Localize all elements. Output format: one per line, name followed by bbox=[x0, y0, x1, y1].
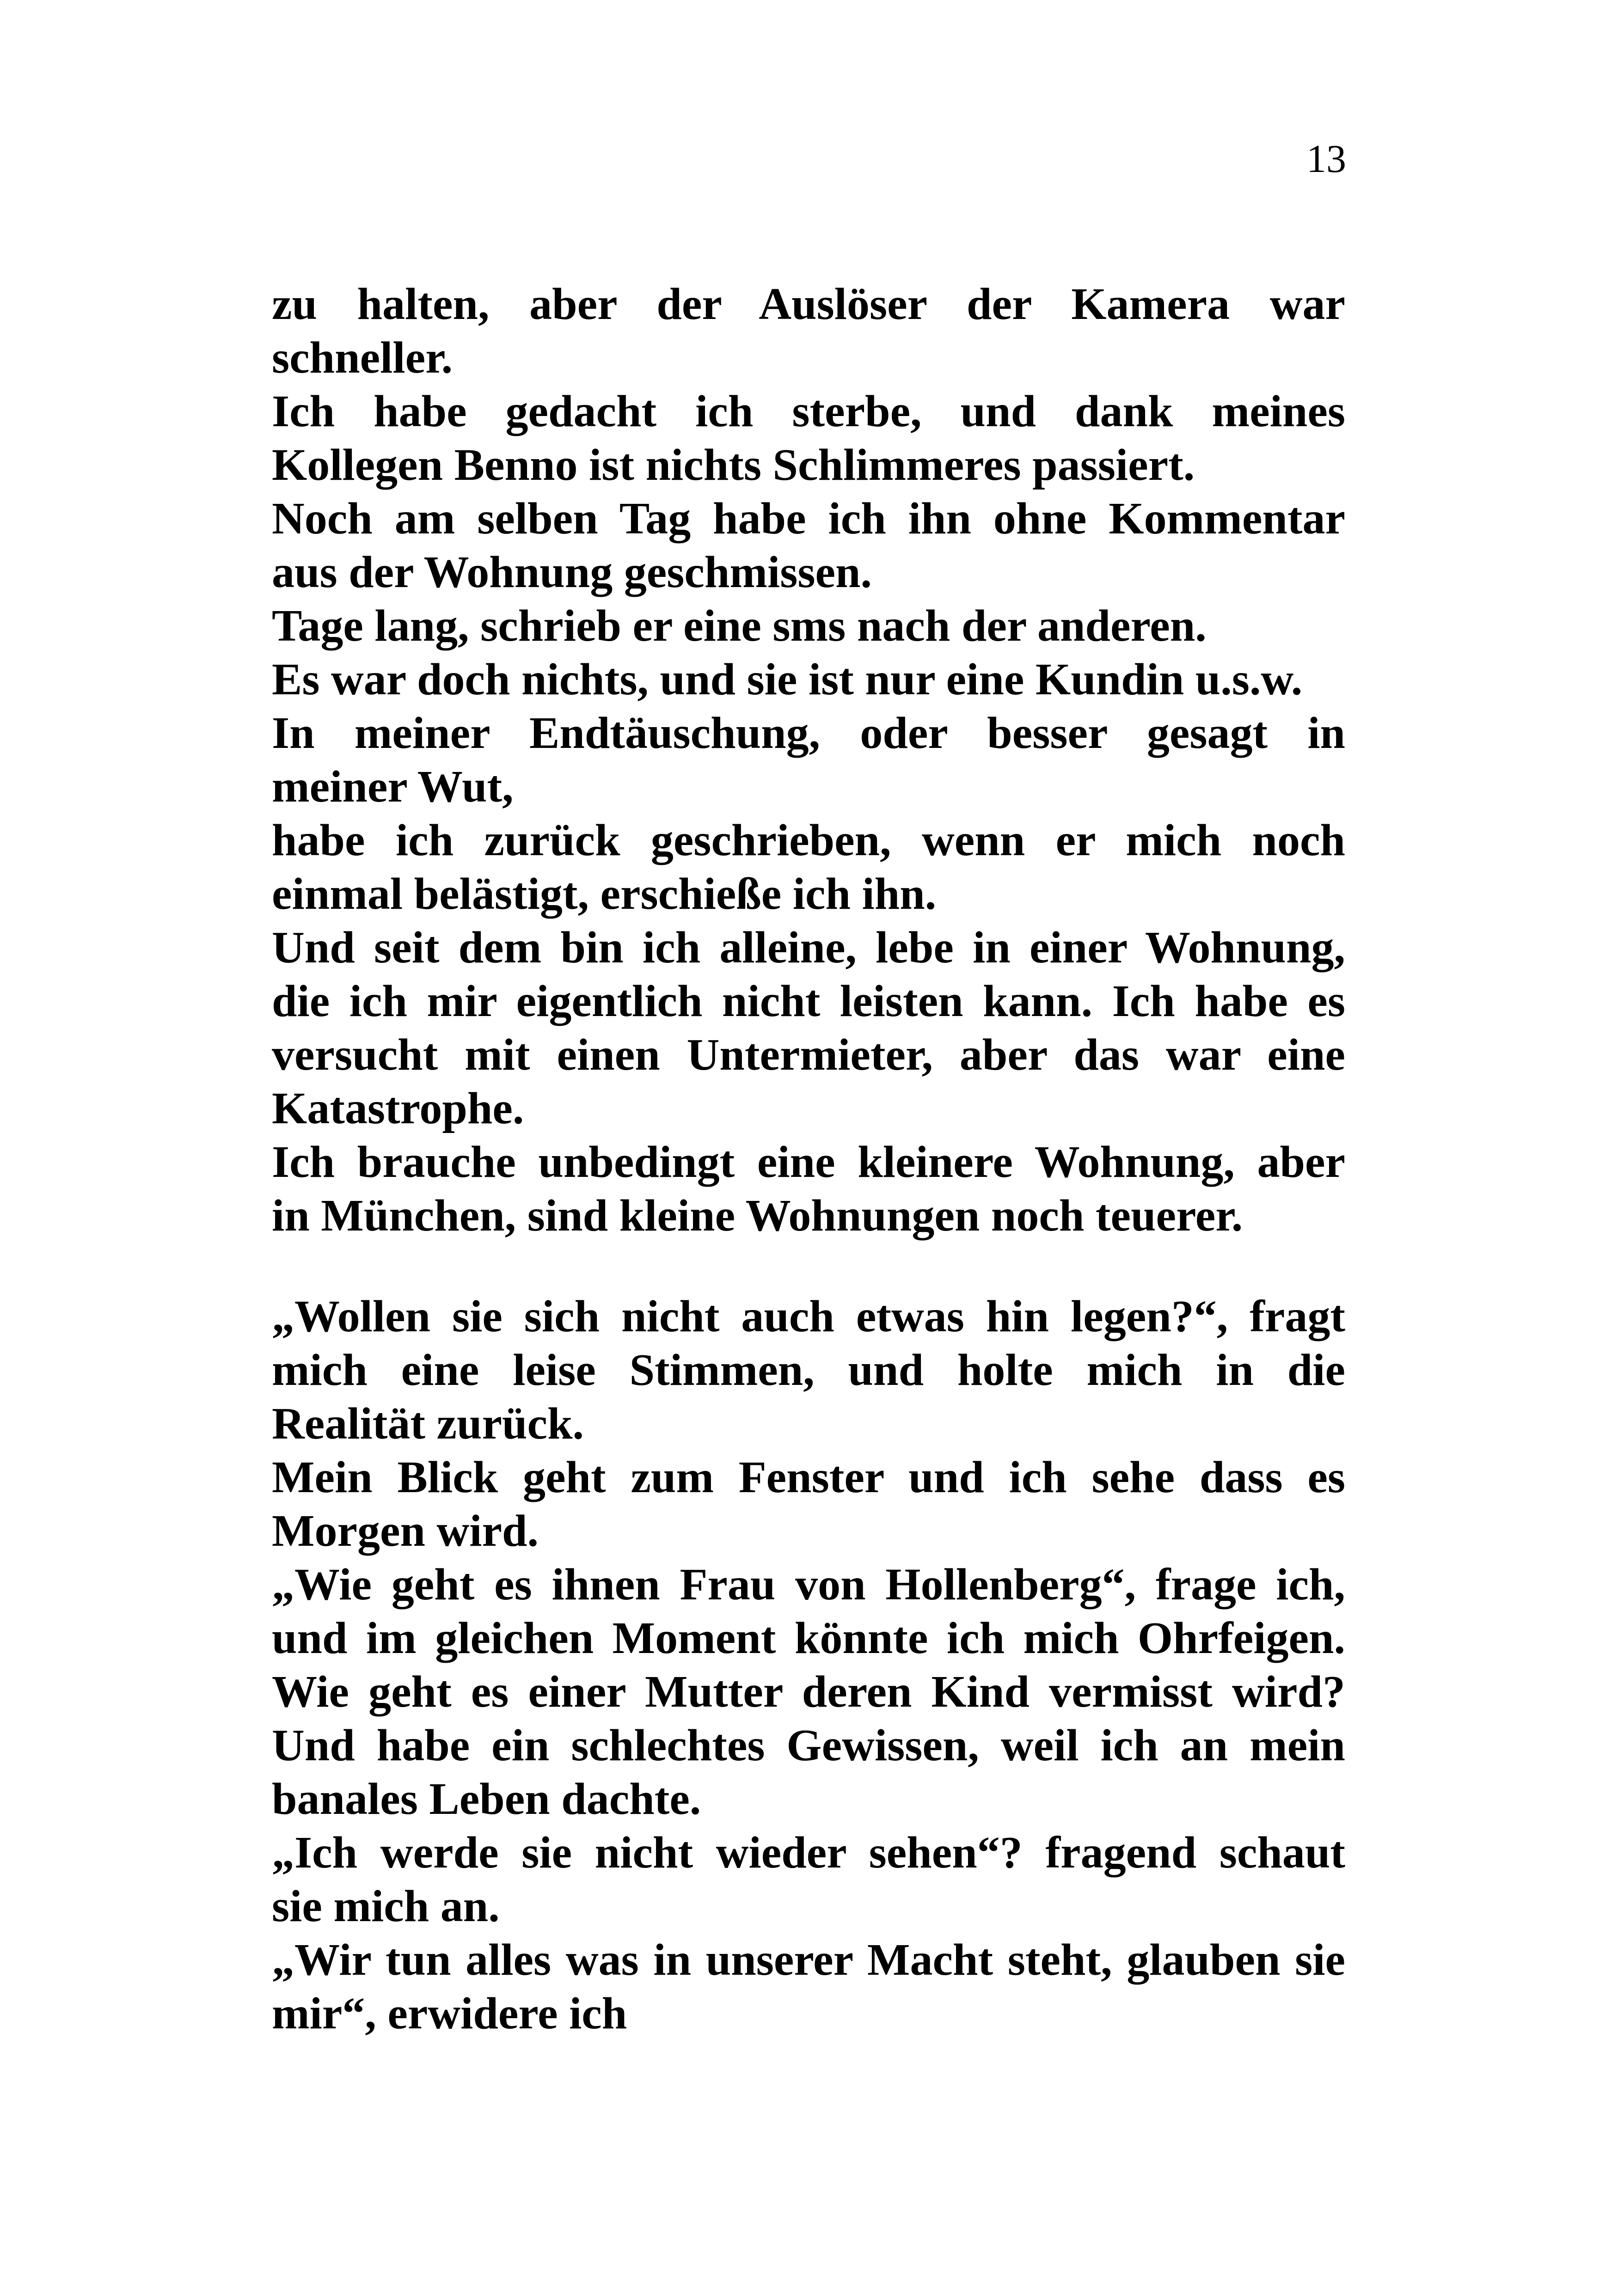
text-line: Katastrophe. bbox=[272, 1084, 524, 1133]
text-line: „Ich werde sie nicht wieder sehen“? fragend schaut bbox=[272, 1828, 1345, 1878]
text-line: Tage lang, schrieb er eine sms nach der anderen. bbox=[272, 601, 1207, 651]
text-line: Noch am selben Tag habe ich ihn ohne Kommentar bbox=[272, 494, 1345, 544]
text-line: in München, sind kleine Wohnungen noch teuerer. bbox=[272, 1191, 1243, 1241]
text-line: banales Leben dachte. bbox=[272, 1774, 701, 1824]
text-line: Realität zurück. bbox=[272, 1399, 584, 1449]
text-line: In meiner Endtäuschung, oder besser gesagt in bbox=[272, 708, 1345, 758]
text-line: Es war doch nichts, und sie ist nur eine Kundin u.s.w. bbox=[272, 655, 1303, 704]
text-line: und im gleichen Moment könnte ich mich Ohrfeigen. bbox=[272, 1613, 1345, 1663]
text-line: die ich mir eigentlich nicht leisten kann. Ich habe es bbox=[272, 976, 1345, 1026]
text-line: „Wie geht es ihnen Frau von Hollenberg“, frage ich, bbox=[272, 1560, 1345, 1610]
text-line: habe ich zurück geschrieben, wenn er mich noch bbox=[272, 815, 1345, 865]
text-line: „Wollen sie sich nicht auch etwas hin legen?“, fragt bbox=[272, 1292, 1345, 1341]
page-number: 13 bbox=[1306, 136, 1346, 181]
text-block-1 bbox=[272, 277, 1345, 1243]
text-line: Morgen wird. bbox=[272, 1506, 539, 1556]
text-line: mir“, erwidere ich bbox=[272, 1989, 627, 2039]
text-line: „Wir tun alles was in unserer Macht steht, glauben sie bbox=[272, 1935, 1345, 1985]
text-block-2 bbox=[272, 1290, 1345, 2040]
text-line: aus der Wohnung geschmissen. bbox=[272, 547, 872, 597]
text-line: zu halten, aber der Auslöser der Kamera war bbox=[272, 279, 1345, 329]
text-line: Mein Blick geht zum Fenster und ich sehe dass es bbox=[272, 1452, 1345, 1502]
text-line: Und habe ein schlechtes Gewissen, weil ich an mein bbox=[272, 1720, 1345, 1770]
text-line: schneller. bbox=[272, 333, 453, 383]
text-line: sie mich an. bbox=[272, 1881, 500, 1931]
text-line: mich eine leise Stimmen, und holte mich in die bbox=[272, 1345, 1345, 1395]
text-line: Ich brauche unbedingt eine kleinere Wohnung, aber bbox=[272, 1137, 1345, 1187]
text-line: Ich habe gedacht ich sterbe, und dank meines bbox=[272, 386, 1345, 436]
text-line: meiner Wut, bbox=[272, 762, 514, 812]
text-line: einmal belästigt, erschieße ich ihn. bbox=[272, 869, 937, 919]
text-line: Wie geht es einer Mutter deren Kind vermisst wird? bbox=[272, 1667, 1345, 1717]
text-line: Kollegen Benno ist nichts Schlimmeres passiert. bbox=[272, 440, 1195, 490]
text-line: versucht mit einen Untermieter, aber das war eine bbox=[272, 1030, 1345, 1080]
text-line: Und seit dem bin ich alleine, lebe in einer Wohnung, bbox=[272, 923, 1345, 973]
